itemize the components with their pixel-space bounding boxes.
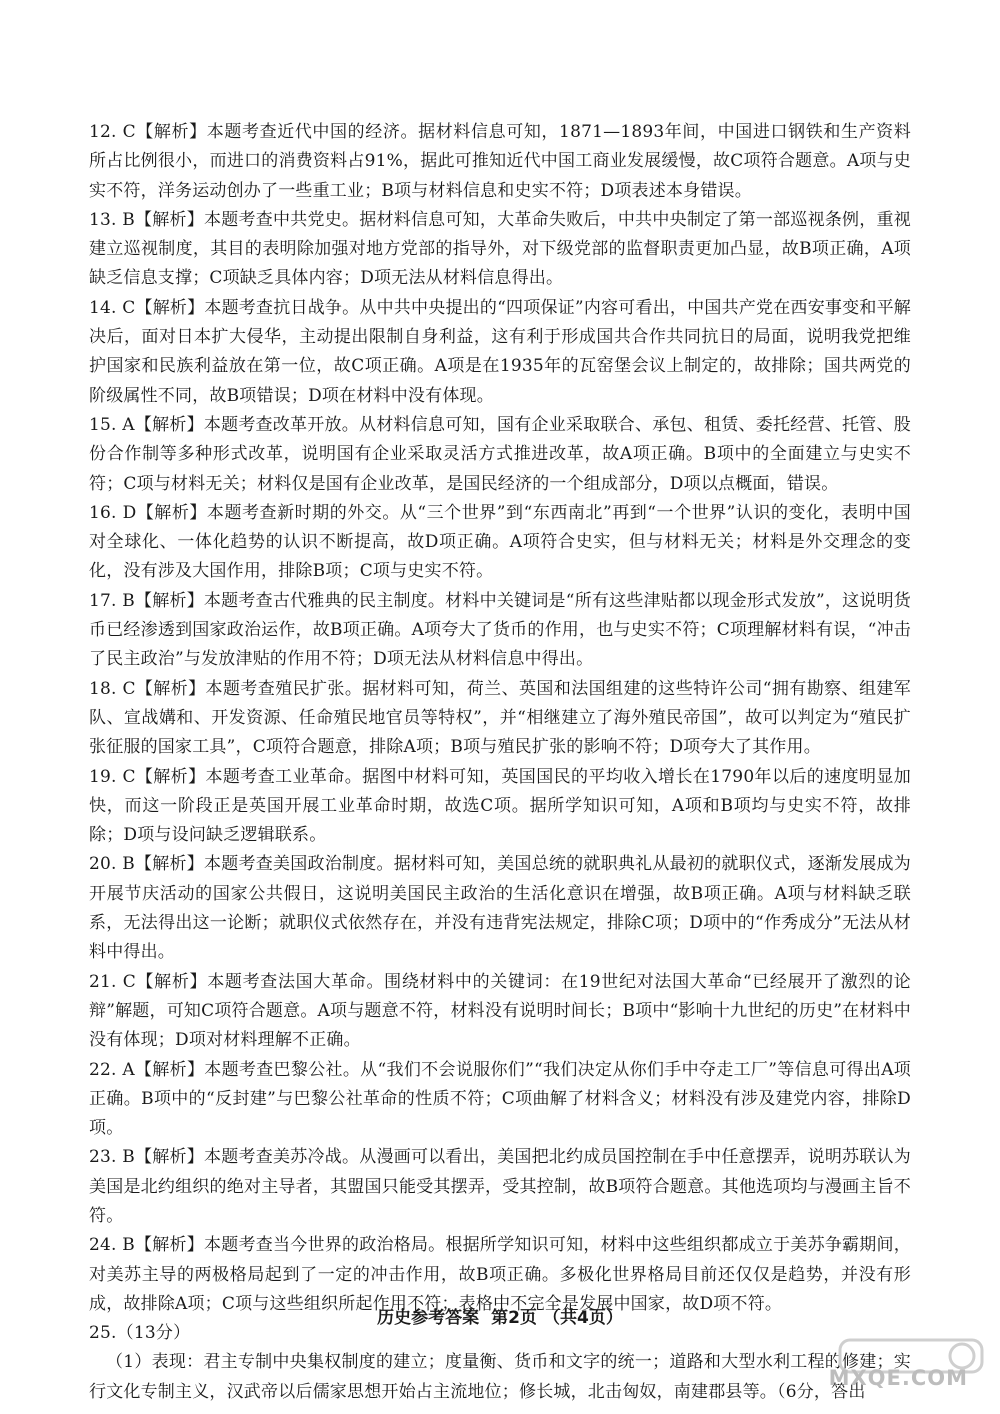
footer-page-total: （共4页） bbox=[543, 1308, 623, 1328]
answer-16: 16. D【解析】本题考查新时期的外交。从“三个世界”到“东西南北”再到“一个世界”认识的变化，表明中国对全球化、一体化趋势的认识不断提高，故D项正确。A项符合史实，但与材料无关；材料是外交理念的变化，没有涉及大国作用，排除B项；C项与史实不符。 bbox=[89, 502, 911, 582]
answer-17: 17. B【解析】本题考查古代雅典的民主制度。材料中关键词是“所有这些津贴都以现金形式发放”，这说明货币已经渗透到国家政治运作，故B项正确。A项夸大了货币的作用，也与史实不符；C项理解材料有误，“冲击了民主政治”与发放津贴的作用不符；D项无法从材料信息中得出。 bbox=[89, 590, 911, 670]
answer-21: 21. C【解析】本题考查法国大革命。围绕材料中的关键词：在19世纪对法国大革命“已经展开了激烈的论辩”解题，可知C项符合题意。A项与题意不符，材料没有说明时间长；B项中“影响十九世纪的历史”在材料中没有体现；D项对材料理解不正确。 bbox=[89, 971, 911, 1051]
answer-19: 19. C【解析】本题考查工业革命。据图中材料可知，英国国民的平均收入增长在1790年以后的速度明显加快，而这一阶段正是英国开展工业革命时期，故选C项。据所学知识可知，A项和B项均与史实不符，故排除；D项与设问缺乏逻辑联系。 bbox=[89, 766, 911, 846]
answer-list bbox=[89, 118, 911, 1407]
footer-subject: 历史参考答案 bbox=[377, 1308, 480, 1328]
answer-24: 24. B【解析】本题考查当今世界的政治格局。根据所学知识可知，材料中这些组织都成立于美苏争霸期间，对美苏主导的两极格局起到了一定的冲击作用，故B项正确。多极化世界格局目前还仅仅是趋势，并没有形成，故排除A项；C项与这些组织所起作用不符；表格中不完全是发展中国家，故D项不符。 bbox=[89, 1235, 911, 1314]
page-footer bbox=[0, 1303, 1000, 1328]
answer-25-part-1: （1）表现：君主专制中央集权制度的建立；度量衡、货币和文字的统一；道路和大型水利工程的修建；实行文化专制主义，汉武帝以后儒家思想开始占主流地位；修长城，北击匈奴，南建郡县等。（6分，答出 bbox=[89, 1352, 911, 1402]
answer-20: 20. B【解析】本题考查美国政治制度。据材料可知，美国总统的就职典礼从最初的就职仪式，逐渐发展成为开展节庆活动的国家公共假日，这说明美国民主政治的生活化意识在增强，故B项正确。A项与材料缺乏联系，无法得出这一论断；就职仪式依然存在，并没有违背宪法规定，排除C项；D项中的“作秀成分”无法从材料中得出。 bbox=[89, 854, 911, 963]
answer-13: 13. B【解析】本题考查中共党史。据材料信息可知，大革命失败后，中共中央制定了第一部巡视条例，重视建立巡视制度，其目的表明除加强对地方党部的指导外，对下级党部的监督职责更加凸显，故B项正确，A项缺乏信息支撑；C项缺乏具体内容；D项无法从材料信息得出。 bbox=[89, 209, 911, 289]
footer-page-number: 第2页 bbox=[491, 1308, 537, 1328]
answer-22: 22. A【解析】本题考查巴黎公社。从“我们不会说服你们”“我们决定从你们手中夺走工厂”等信息可得出A项正确。B项中的“反封建”与巴黎公社革命的性质不符；C项曲解了材料含义；材料没有涉及建党内容，排除D项。 bbox=[89, 1059, 911, 1139]
question-25-heading: 25.（13分） bbox=[89, 1323, 191, 1344]
answer-14: 14. C【解析】本题考查抗日战争。从中共中央提出的“四项保证”内容可看出，中国共产党在西安事变和平解决后，面对日本扩大侵华，主动提出限制自身利益，这有利于形成国共合作共同抗日的局面，说明我党把维护国家和民族利益放在第一位，故C项正确。A项是在1935年的瓦窑堡会议上制定的，故排除；国共两党的阶级属性不同，故B项错误；D项在材料中没有体现。 bbox=[89, 297, 911, 406]
answer-15: 15. A【解析】本题考查改革开放。从材料信息可知，国有企业采取联合、承包、租赁、委托经营、托管、股份合作制等多种形式改革，说明国有企业采取灵活方式推进改革，故A项正确。B项中的全面建立与史实不符；C项与材料无关；材料仅是国有企业改革，是国民经济的一个组成部分，D项以点概面，错误。 bbox=[89, 414, 911, 494]
answer-23: 23. B【解析】本题考查美苏冷战。从漫画可以看出，美国把北约成员国控制在手中任意摆弄，说明苏联认为美国是北约组织的绝对主导者，其盟国只能受其摆弄，受其控制，故B项符合题意。其他选项均与漫画主旨不符。 bbox=[89, 1147, 911, 1226]
answer-18: 18. C【解析】本题考查殖民扩张。据材料可知，荷兰、英国和法国组建的这些特许公司“拥有勘察、组建军队、宣战媾和、开发资源、任命殖民地官员等特权”，并“相继建立了海外殖民帝国”，故可以判定为“殖民扩张征服的国家工具”，C项符合题意，排除A项；B项与殖民扩张的影响不符；D项夸大了其作用。 bbox=[89, 678, 911, 758]
answer-12: 12. C【解析】本题考查近代中国的经济。据材料信息可知，1871—1893年间，中国进口钢铁和生产资料所占比例很小，而进口的消费资料占91%，据此可推知近代中国工商业发展缓慢，故C项符合题意。A项与史实不符，洋务运动创办了一些重工业；B项与材料信息和史实不符；D项表述本身错误。 bbox=[89, 122, 911, 201]
watermark-site-text: MXQE.COM bbox=[828, 1366, 968, 1390]
site-watermark-logo bbox=[828, 1336, 986, 1400]
